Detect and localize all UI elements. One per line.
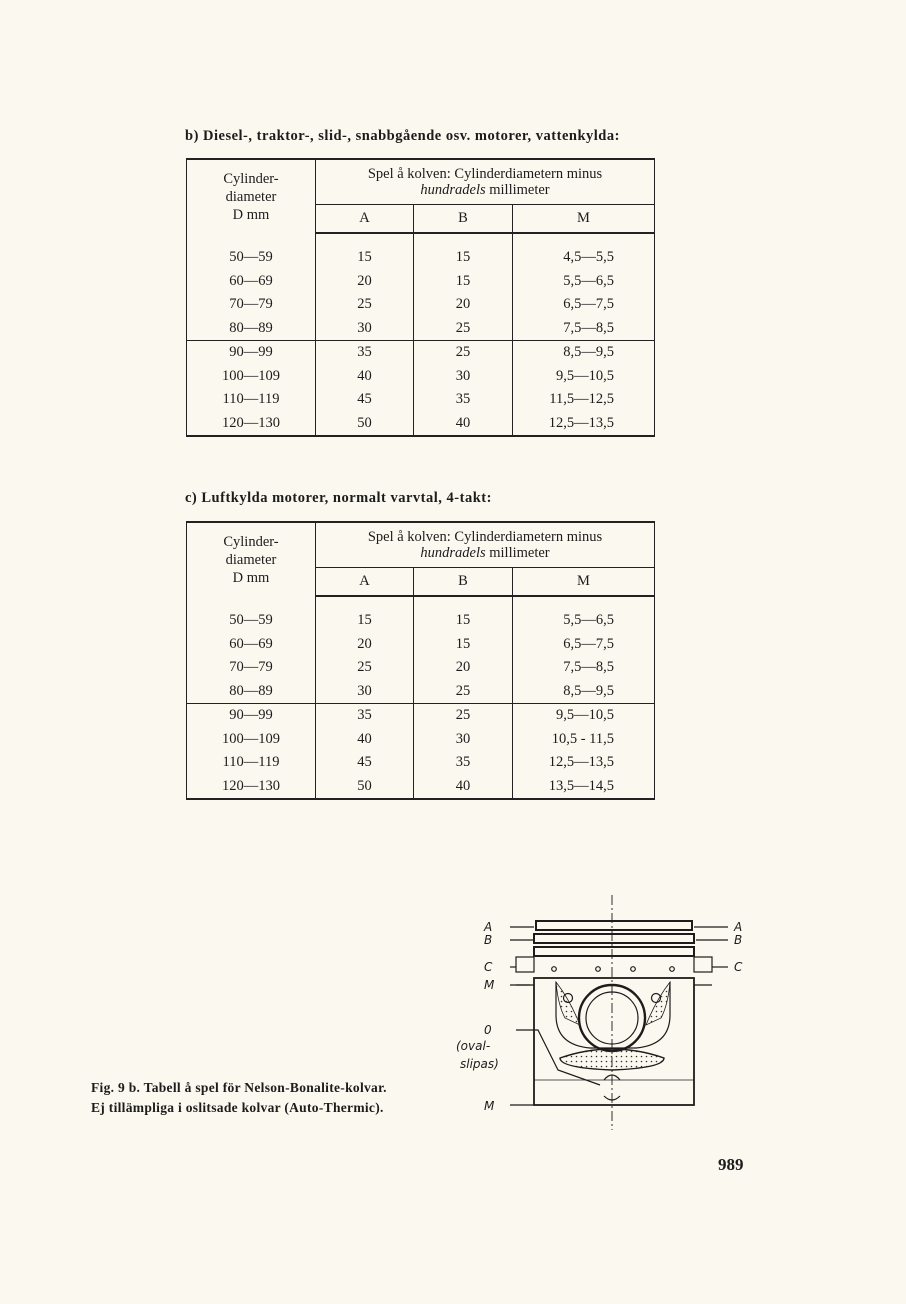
figure-caption — [91, 1078, 387, 1118]
table-row: 120—130 50 40 12,5—13,5 — [187, 412, 655, 437]
table-row: 110—119 45 35 11,5—12,5 — [187, 388, 655, 412]
label-b-left: B — [484, 933, 493, 947]
label-a-left: A — [484, 920, 493, 934]
label-oval-2: slipas) — [460, 1057, 499, 1071]
caption-line-2: Ej tillämpliga i oslitsade kolvar (Auto-Thermic). — [91, 1100, 384, 1115]
header-diameter: Cylinder- diameter D mm — [187, 159, 316, 233]
table-row: 90—99 35 25 9,5—10,5 — [187, 704, 655, 728]
header-col-m: M — [513, 205, 655, 234]
header-spel: Spel å kolven: Cylinderdiametern minus hundradels millimeter — [316, 159, 655, 205]
header-col-a: A — [316, 568, 414, 597]
table-row: 60—69 20 15 5,5—6,5 — [187, 270, 655, 294]
label-m-bottom: M — [484, 1099, 495, 1113]
table-row: 60—69 20 15 6,5—7,5 — [187, 633, 655, 657]
table-row: 90—99 35 25 8,5—9,5 — [187, 341, 655, 365]
table-row: 120—130 50 40 13,5—14,5 — [187, 775, 655, 800]
label-a-right: A — [734, 920, 743, 934]
table-row: 70—79 25 20 6,5—7,5 — [187, 293, 655, 317]
label-oval-0: 0 — [484, 1023, 492, 1037]
label-c-right: C — [734, 960, 743, 974]
header-col-b: B — [414, 205, 513, 234]
page-number: 989 — [718, 1155, 744, 1174]
table-row: 100—109 40 30 9,5—10,5 — [187, 365, 655, 389]
caption-line-1: Fig. 9 b. Tabell å spel för Nelson-Bonalite-kolvar. — [91, 1080, 387, 1095]
section-b-heading: b) Diesel-, traktor-, slid-, snabbgående osv. motorer, vattenkylda: — [185, 128, 620, 144]
table-b — [186, 158, 655, 437]
table-row: 50—59 15 15 4,5—5,5 — [187, 233, 655, 270]
table-row: 110—119 45 35 12,5—13,5 — [187, 751, 655, 775]
header-diameter: Cylinder- diameter D mm — [187, 522, 316, 596]
header-col-m: M — [513, 568, 655, 597]
table-row: 50—59 15 15 5,5—6,5 — [187, 596, 655, 633]
table-row: 80—89 30 25 8,5—9,5 — [187, 680, 655, 704]
table-c — [186, 521, 655, 800]
section-c-heading: c) Luftkylda motorer, normalt varvtal, 4-takt: — [185, 490, 492, 506]
table-row: 80—89 30 25 7,5—8,5 — [187, 317, 655, 341]
piston-diagram — [456, 890, 770, 1140]
header-spel: Spel å kolven: Cylinderdiametern minus hundradels millimeter — [316, 522, 655, 568]
header-col-a: A — [316, 205, 414, 234]
label-b-right: B — [734, 933, 743, 947]
header-col-b: B — [414, 568, 513, 597]
label-c-left: C — [484, 960, 493, 974]
table-row: 100—109 40 30 10,5 - 11,5 — [187, 728, 655, 752]
label-oval-1: (oval- — [456, 1039, 491, 1053]
table-row: 70—79 25 20 7,5—8,5 — [187, 656, 655, 680]
label-m-left: M — [484, 978, 495, 992]
